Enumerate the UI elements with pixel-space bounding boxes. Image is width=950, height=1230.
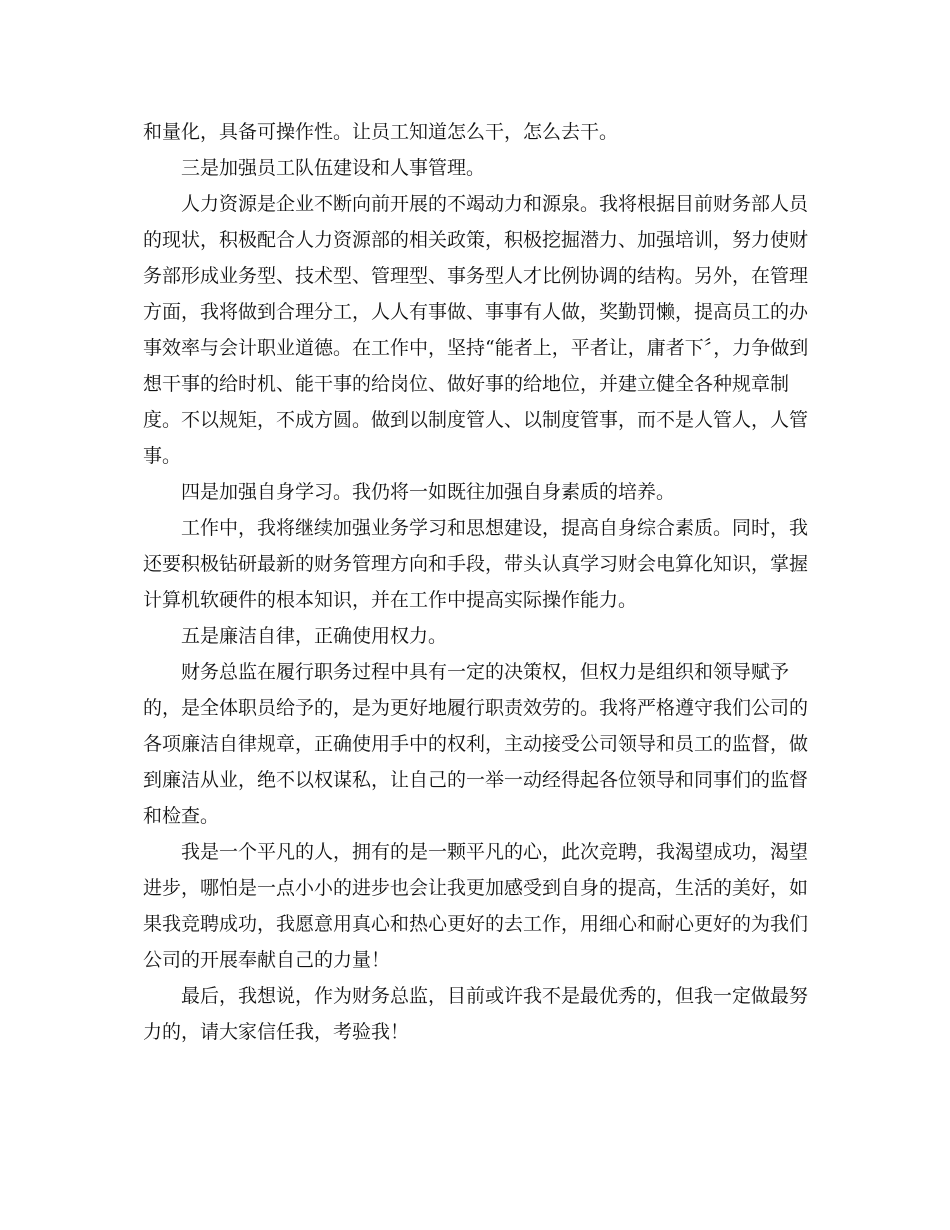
text-line: 三是加强员工队伍建设和人事管理。	[181, 157, 486, 179]
text-line: 的现状，积极配合人力资源部的相关政策，积极挖掘潜力、加强培训，努力使财	[143, 229, 809, 251]
text-line: 各项廉洁自律规章，正确使用手中的权利，主动接受公司领导和员工的监督，做	[143, 733, 809, 755]
text-line: 进步，哪怕是一点小小的进步也会让我更加感受到自身的提高，生活的美好，如	[143, 877, 809, 899]
text-line: 果我竞聘成功，我愿意用真心和热心更好的去工作，用细心和耐心更好的为我们	[143, 913, 809, 935]
text-line: 我是一个平凡的人，拥有的是一颗平凡的心，此次竞聘，我渴望成功，渴望	[181, 841, 809, 863]
text-line: 到廉洁从业，绝不以权谋私，让自己的一举一动经得起各位领导和同事们的监督	[143, 769, 809, 791]
text-line: 力的，请大家信任我，考验我！	[143, 1021, 410, 1043]
text-line: 度。不以规矩，不成方圆。做到以制度管人、以制度管事，而不是人管人，人管	[143, 409, 809, 431]
text-line: 五是廉洁自律，正确使用权力。	[181, 625, 448, 647]
text-line: 方面，我将做到合理分工，人人有事做、事事有人做，奖勤罚懒，提高员工的办	[143, 301, 809, 323]
text-line: 财务总监在履行职务过程中具有一定的决策权，但权力是组织和领导赋予	[181, 661, 790, 683]
text-line: 想干事的给时机、能干事的给岗位、做好事的给地位，并建立健全各种规章制	[143, 373, 790, 395]
text-line: 事效率与会计职业道德。在工作中，坚持“能者上，平者让，庸者下〞，力争做到	[143, 337, 809, 359]
text-line: 和检查。	[143, 805, 220, 827]
text-line: 计算机软硬件的根本知识，并在工作中提高实际操作能力。	[143, 589, 638, 611]
text-line: 事。	[143, 445, 182, 467]
text-line: 的，是全体职员给予的，是为更好地履行职责效劳的。我将严格遵守我们公司的	[143, 697, 809, 719]
text-line: 务部形成业务型、技术型、管理型、事务型人才比例协调的结构。另外，在管理	[143, 265, 809, 287]
text-line: 还要积极钻研最新的财务管理方向和手段，带头认真学习财会电算化知识，掌握	[143, 553, 809, 575]
text-line: 四是加强自身学习。我仍将一如既往加强自身素质的培养。	[181, 481, 676, 503]
document-body	[143, 114, 808, 1050]
text-line: 和量化，具备可操作性。让员工知道怎么干，怎么去干。	[143, 121, 619, 143]
text-line: 公司的开展奉献自己的力量！	[143, 949, 391, 971]
text-line: 人力资源是企业不断向前开展的不竭动力和源泉。我将根据目前财务部人员	[181, 193, 809, 215]
text-line: 最后，我想说，作为财务总监，目前或许我不是最优秀的，但我一定做最努	[181, 985, 809, 1007]
text-line: 工作中，我将继续加强业务学习和思想建设，提高自身综合素质。同时，我	[181, 517, 809, 539]
